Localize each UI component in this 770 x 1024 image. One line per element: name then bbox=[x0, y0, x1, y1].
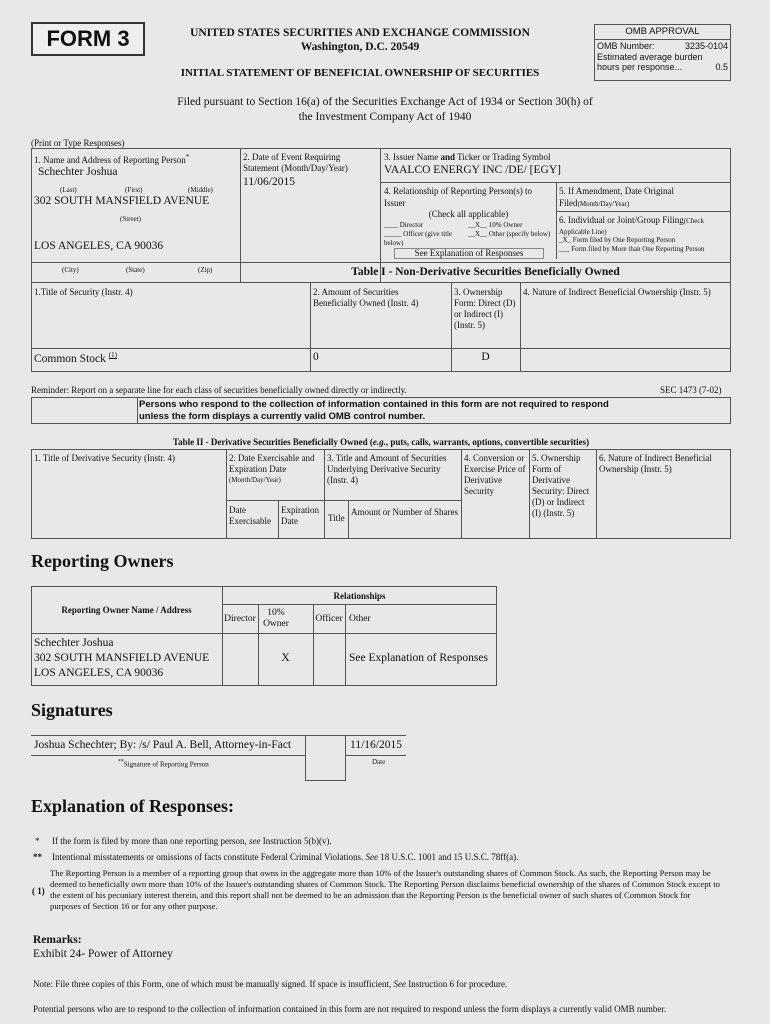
note2-see: See bbox=[363, 852, 378, 862]
director-opt: ____ Director bbox=[384, 221, 424, 229]
owner-ten-pct: X bbox=[281, 652, 290, 664]
filing-opt2: ___ Form filed by More than One Reporting Person bbox=[559, 245, 705, 253]
amount-owned: 0 bbox=[313, 351, 319, 363]
owner-other: See Explanation of Responses bbox=[349, 652, 488, 664]
print-note: (Print or Type Responses) bbox=[31, 138, 125, 148]
footnote1-text: The Reporting Person is a member of a reporting group that owns in the aggregate more than 10% of the Issuer's outstanding shares of Common Stock. As such, the Reporting Person may be deemed to beneficially own more than 10% of the Issuer's outstanding shares of Common Stock. The Reporting Person disclaims beneficial ownership of the shares of Common Stock except to the extent of his pecuniary interest therein, and this report shall not be deemed to be an admission that the Reporting Person is the beneficial owner of such shares of Common Stock for purposes of Section 16 or for any other purpose. bbox=[50, 868, 720, 911]
box4-label: 4. Relationship of Reporting Person(s) to Issuer bbox=[384, 186, 532, 208]
middle-caption: (Middle) bbox=[188, 186, 213, 194]
owner-line2: 302 SOUTH MANSFIELD AVENUE bbox=[34, 652, 210, 664]
signatures-heading: Signatures bbox=[31, 700, 113, 720]
persons-line1: Persons who respond to the collection of information contained in this form are not required to respond bbox=[139, 399, 609, 410]
sec-number: SEC 1473 (7-02) bbox=[660, 385, 722, 395]
persons-line2: unless the form displays a currently valid OMB control number. bbox=[139, 411, 426, 422]
box1-label-sup: * bbox=[185, 153, 190, 161]
signature-caption bbox=[118, 759, 209, 768]
ownership-form: D bbox=[481, 351, 490, 363]
date-caption: Date bbox=[372, 758, 386, 766]
omb-number-label: OMB Number: bbox=[597, 41, 655, 51]
director-col: Director bbox=[224, 614, 256, 624]
burden-label: Estimated average burden bbox=[597, 52, 703, 62]
officer-opt: _____ Officer (give title below) bbox=[384, 230, 453, 247]
signature-line-box bbox=[305, 735, 346, 781]
reminder-text: Reminder: Report on a separate line for each class of securities beneficially owned directly or indirectly. bbox=[31, 385, 407, 395]
statement-title: INITIAL STATEMENT OF BENEFICIAL OWNERSHIP OF SECURITIES bbox=[180, 67, 540, 79]
officer-col: Officer bbox=[315, 614, 343, 624]
note2-a: Intentional misstatements or omissions of facts constitute Federal Criminal Violations. bbox=[52, 852, 364, 862]
form-title-box bbox=[31, 22, 145, 56]
footnote1-mark: ( 1) bbox=[32, 886, 45, 896]
table1-col1: 1.Title of Security (Instr. 4) bbox=[34, 287, 133, 297]
agency-name: UNITED STATES SECURITIES AND EXCHANGE COMMISSION bbox=[190, 27, 530, 39]
table1-col2: 2. Amount of Securities Beneficially Owned (Instr. 4) bbox=[313, 287, 419, 308]
first-caption: (First) bbox=[125, 186, 143, 194]
reporting-owners-heading: Reporting Owners bbox=[31, 551, 174, 571]
table2-col2: 2. Date Exercisable and Expiration Date bbox=[229, 453, 315, 474]
hours-label: hours per response... bbox=[597, 62, 683, 72]
box3-label-a: 3. Issuer Name bbox=[384, 152, 441, 162]
box3-label bbox=[384, 152, 551, 162]
event-date: 11/06/2015 bbox=[243, 176, 295, 188]
hours-value: 0.5 bbox=[715, 62, 728, 72]
city-value: LOS ANGELES, CA 90036 bbox=[34, 240, 164, 252]
note1-see: see bbox=[246, 836, 261, 846]
signature-caption-mark: ** bbox=[118, 759, 124, 765]
omb-number: 3235-0104 bbox=[684, 41, 728, 51]
street-value: 302 SOUTH MANSFIELD AVENUE bbox=[34, 195, 210, 207]
other-opt: __X__ Other (specify below) bbox=[468, 230, 551, 238]
table2-col2a: Date Exercisable bbox=[229, 505, 271, 526]
table2-col5: 5. Ownership Form of Derivative Security: Direct (D) or Indirect (I) (Instr. 5) bbox=[532, 453, 590, 518]
see-expl-text: See Explanation of Responses bbox=[414, 248, 524, 258]
table2-col6: 6. Nature of Indirect Beneficial Ownership (Instr. 5) bbox=[599, 453, 712, 474]
filed-pursuant-line2: the Investment Company Act of 1940 bbox=[298, 111, 472, 123]
name-address-heading: Reporting Owner Name / Address bbox=[61, 605, 192, 615]
table2-col3b: Amount or Number of Shares bbox=[351, 507, 458, 517]
potential-persons: Potential persons who are to respond to the collection of information contained in this form are not required to respond unless the form displays a currently valid OMB number. bbox=[33, 1004, 667, 1014]
box3-label-c: Ticker or Trading Symbol bbox=[455, 152, 551, 162]
note1-a: If the form is filed by more than one reporting person, bbox=[52, 836, 247, 846]
table2-title-b: , puts, calls, warrants, options, convertible securities) bbox=[385, 437, 590, 447]
table2-col3a: Title bbox=[328, 513, 345, 523]
table1-title: Table I - Non-Derivative Securities Beneficially Owned bbox=[351, 266, 620, 278]
table2-col2-sub: (Month/Day/Year) bbox=[229, 476, 281, 484]
omb-number-row bbox=[595, 40, 730, 52]
box1-label-text: 1. Name and Address of Reporting Person bbox=[34, 155, 186, 165]
other-col: Other bbox=[349, 614, 371, 624]
note2-mark: ** bbox=[33, 852, 42, 862]
note2 bbox=[52, 852, 518, 862]
issuer-name: VAALCO ENERGY INC /DE/ [EGY] bbox=[384, 164, 561, 176]
box1-label bbox=[34, 153, 238, 165]
box5-label-sub: (Month/Day/Year) bbox=[577, 200, 630, 208]
form-title: FORM 3 bbox=[46, 26, 130, 51]
common-stock-text: Common Stock bbox=[34, 352, 106, 365]
note-three-copies-see: See bbox=[391, 979, 407, 989]
agency-location: Washington, D.C. 20549 bbox=[300, 41, 420, 53]
owner-line3: LOS ANGELES, CA 90036 bbox=[34, 667, 164, 679]
note-three-copies-b: Instruction 6 for procedure. bbox=[406, 979, 508, 989]
table2-col4: 4. Conversion or Exercise Price of Derivative Security bbox=[464, 453, 526, 496]
table1-col3: 3. Ownership Form: Direct (D) or Indirect (I) (Instr. 5) bbox=[454, 287, 516, 330]
table1-col4: 4. Nature of Indirect Beneficial Ownership (Instr. 5) bbox=[523, 287, 711, 297]
box5-label-text: 5. If Amendment, Date Original Filed bbox=[559, 186, 674, 208]
common-stock-title bbox=[34, 351, 117, 365]
ten-pct-opt: __X__ 10% Owner bbox=[468, 221, 523, 229]
signer-name: Joshua Schechter; By: /s/ Paul A. Bell, Attorney-in-Fact bbox=[34, 739, 292, 751]
table2-title-a: Table II - Derivative Securities Beneficially Owned ( bbox=[172, 437, 373, 447]
table2-title-eg: e.g. bbox=[372, 437, 386, 447]
box6-label bbox=[559, 215, 729, 237]
table2-col3: 3. Title and Amount of Securities Underlying Derivative Security (Instr. 4) bbox=[327, 453, 447, 485]
box6-label-text: 6. Individual or Joint/Group Filing bbox=[559, 215, 684, 225]
table2-col1: 1. Title of Derivative Security (Instr. 4) bbox=[34, 453, 175, 463]
city-caption: (City) bbox=[62, 266, 79, 274]
box5-label bbox=[559, 185, 729, 210]
omb-title: OMB APPROVAL bbox=[595, 25, 730, 40]
note-three-copies-a: Note: File three copies of this Form, one of which must be manually signed. If space is insufficient, bbox=[33, 979, 392, 989]
owner-line1: Schechter Joshua bbox=[34, 637, 114, 649]
relationships-heading: Relationships bbox=[333, 591, 386, 601]
state-caption: (State) bbox=[126, 266, 145, 274]
common-stock-footnote[interactable]: (1) bbox=[108, 351, 117, 359]
remarks-label: Remarks: bbox=[33, 934, 82, 946]
explanation-heading: Explanation of Responses: bbox=[31, 796, 235, 816]
box2-label: 2. Date of Event Requiring Statement (Month/Day/Year) bbox=[243, 152, 348, 173]
zip-caption: (Zip) bbox=[198, 266, 213, 274]
note-three-copies bbox=[33, 979, 507, 989]
table2-col2b: Expiration Date bbox=[281, 505, 319, 526]
note1-b: Instruction 5(b)(v). bbox=[260, 836, 332, 846]
table2-title bbox=[31, 437, 731, 447]
ten-pct-col: 10% Owner bbox=[263, 608, 289, 629]
last-caption: (Last) bbox=[60, 186, 77, 194]
signature-date: 11/16/2015 bbox=[350, 739, 402, 751]
reporting-person-name: Schechter Joshua bbox=[38, 166, 118, 178]
filed-pursuant-line1: Filed pursuant to Section 16(a) of the Securities Exchange Act of 1934 or Section 30(h) of bbox=[177, 96, 593, 108]
omb-approval-box bbox=[594, 24, 731, 81]
hours-row bbox=[595, 62, 730, 72]
remarks-text: Exhibit 24- Power of Attorney bbox=[33, 948, 173, 960]
filing-opt1: _X_ Form filed by One Reporting Person bbox=[559, 236, 676, 244]
note1-mark: * bbox=[35, 836, 40, 846]
street-caption: (Street) bbox=[120, 215, 141, 223]
note1 bbox=[52, 836, 332, 846]
box3-label-b: and bbox=[440, 152, 455, 162]
signature-caption-text: Signature of Reporting Person bbox=[123, 760, 209, 769]
box6-label-sub: (Check Applicable Line) bbox=[559, 217, 704, 236]
check-all: (Check all applicable) bbox=[428, 209, 509, 219]
note2-b: 18 U.S.C. 1001 and 15 U.S.C. 78ff(a). bbox=[378, 852, 519, 862]
